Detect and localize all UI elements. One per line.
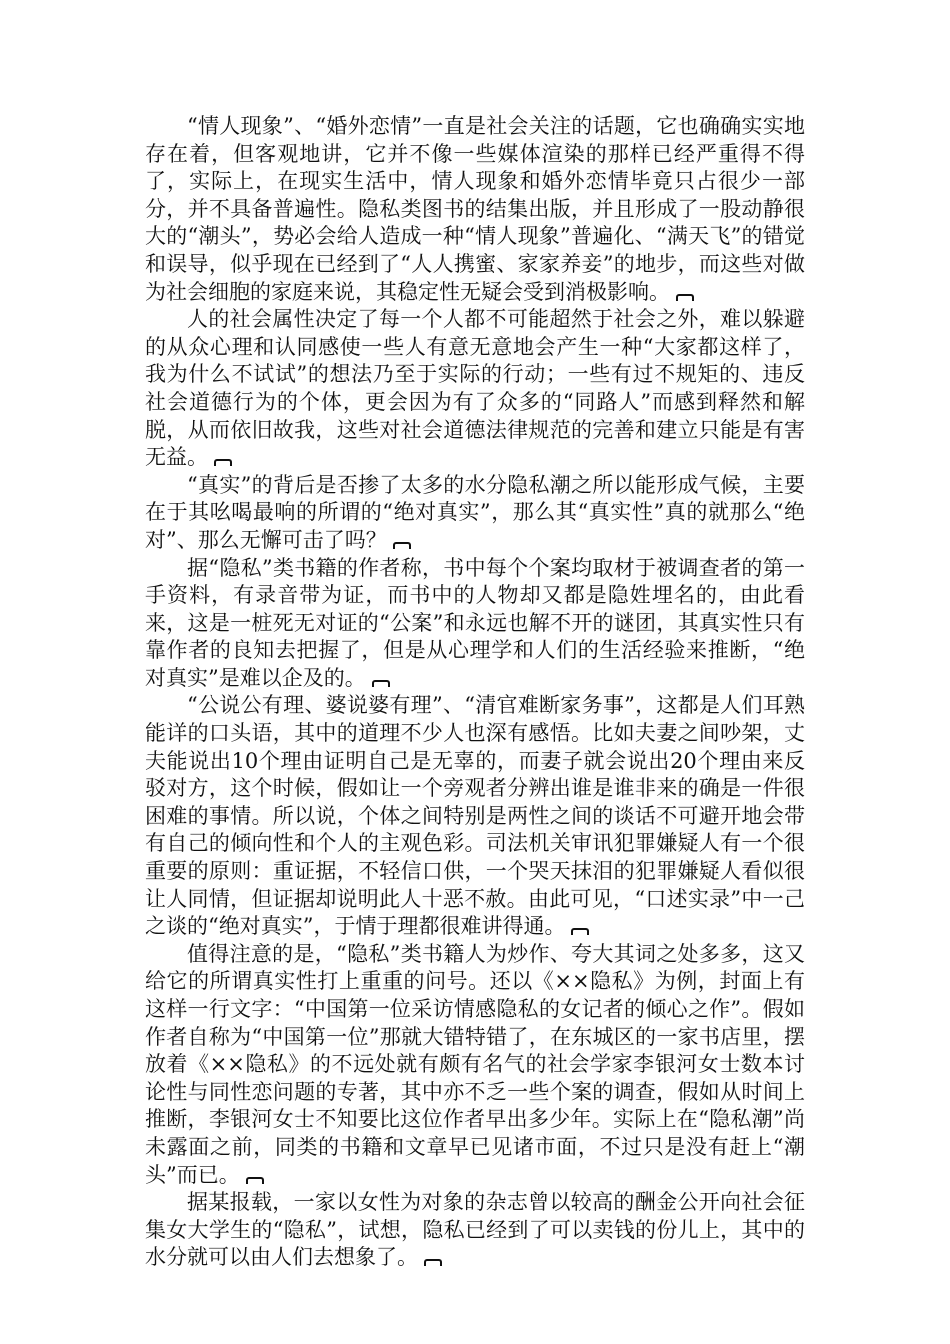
paragraph bbox=[145, 555, 805, 693]
paragraph bbox=[145, 472, 805, 555]
paragraph-text: 人的社会属性决定了每一个人都不可能超然于社会之外，难以躲避的从众心理和认同感使一些人有意无意地会产生一种“大家都这样了，我为什么不试试”的想法乃至于实际的行动；一些有过不规矩的、违反社会道德行为的个体，更会因为有了众多的“同路人”而感到释然和解脱，从而依旧故我，这些对社会道德法律规范的完善和建立只能是有害无益。 bbox=[145, 307, 805, 470]
paragraph-text: “公说公有理、婆说婆有理”、“清官难断家务事”，这都是人们耳熟能详的口头语，其中的道理不少人也深有感悟。比如夫妻之间吵架，丈夫能说出10个理由证明自己是无辜的，而妻子就会说出20个理由来反驳对方，这个时候，假如让一个旁观者分辨出谁是谁非来的确是一件很困难的事情。所以说，个体之间特别是两性之间的谈话不可避开地会带有自己的倾向性和个人的主观色彩。司法机关审讯犯罪嫌疑人有一个很重要的原则：重证据，不轻信口供，一个哭天抹泪的犯罪嫌疑人看似很让人同情，但证据却说明此人十恶不赦。由此可见，“口述实录”中一己之谈的“绝对真实”，于情于理都很难讲得通。 bbox=[145, 693, 805, 939]
paragraph-text: “情人现象”、“婚外恋情”一直是社会关注的话题，它也确确实实地存在着，但客观地讲，它并不像一些媒体渲染的那样已经严重得不得了，实际上，在现实生活中，情人现象和婚外恋情毕竟只占很少一部分，并不具备普遍性。隐私类图书的结集出版，并且形成了一股动静很大的“潮头”，势必会给人造成一种“情人现象”普遍化、“满天飞”的错觉和误导，似乎现在已经到了“人人携蜜、家家养妾”的地步，而这些对做为社会细胞的家庭来说，其稳定性无疑会受到消极影响。 bbox=[145, 114, 805, 304]
paragraph-mark-icon bbox=[393, 542, 411, 549]
paragraph-text: 据“隐私”类书籍的作者称，书中每个个案均取材于被调查者的第一手资料，有录音带为证，而书中的人物却又都是隐姓埋名的，由此看来，这是一桩死无对证的“公案”和永远也解不开的谜团，其真实性只有靠作者的良知去把握了，但是从心理学和人们的生活经验来推断，“绝对真实”是难以企及的。 bbox=[145, 555, 805, 690]
paragraph-text: 据某报载，一家以女性为对象的杂志曾以较高的酬金公开向社会征集女大学生的“隐私”，试想，隐私已经到了可以卖钱的份儿上，其中的水分就可以由人们去想象了。 bbox=[145, 1190, 805, 1270]
paragraph-mark-icon bbox=[571, 928, 589, 935]
paragraph-mark-icon bbox=[246, 1177, 264, 1184]
paragraph bbox=[145, 692, 805, 940]
paragraph bbox=[145, 306, 805, 472]
document-body bbox=[145, 113, 805, 1272]
paragraph-text: “真实”的背后是否掺了太多的水分隐私潮之所以能形成气候，主要在于其吆喝最响的所谓的“绝对真实”，那么其“真实性”真的就那么“绝对”、那么无懈可击了吗？ bbox=[145, 472, 805, 552]
paragraph-mark-icon bbox=[676, 294, 694, 301]
paragraph bbox=[145, 1189, 805, 1272]
paragraph-mark-icon bbox=[424, 1259, 442, 1266]
paragraph-mark-icon bbox=[372, 680, 390, 687]
paragraph bbox=[145, 113, 805, 306]
paragraph-text: 值得注意的是，“隐私”类书籍人为炒作、夸大其词之处多多，这又给它的所谓真实性打上重重的问号。还以《××隐私》为例，封面上有这样一行文字：“中国第一位采访情感隐私的女记者的倾心之作”。假如作者自称为“中国第一位”那就大错特错了，在东城区的一家书店里，摆放着《××隐私》的不远处就有颇有名气的社会学家李银河女士数本讨论性与同性恋问题的专著，其中亦不乏一些个案的调查，假如从时间上推断，李银河女士不知要比这位作者早出多少年。实际上在“隐私潮”尚未露面之前，同类的书籍和文章早已见诸市面，不过只是没有赶上“潮头”而已。 bbox=[145, 941, 805, 1187]
paragraph-mark-icon bbox=[214, 459, 232, 466]
paragraph bbox=[145, 941, 805, 1189]
